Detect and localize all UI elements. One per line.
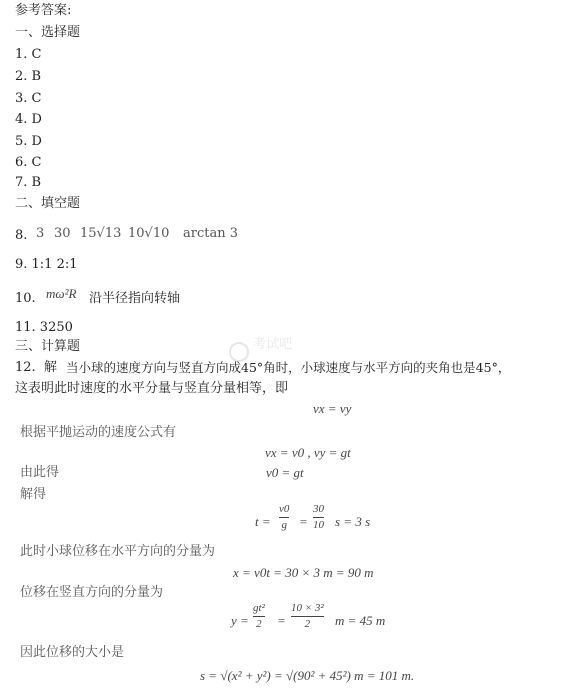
equation-time-equals: =	[299, 514, 308, 529]
equation-y-lhs: y =	[231, 613, 249, 628]
equation-time-denominator-1: g	[281, 519, 287, 531]
fill-q9-answer: 9. 1:1 2:1	[15, 257, 78, 272]
fill-q10-number: 10.	[15, 291, 36, 306]
fill-q10-direction: 沿半径指向转轴	[89, 291, 181, 306]
section-choice-title: 一、选择题	[15, 25, 81, 40]
fraction-bar	[291, 616, 324, 617]
text-velocity-formula: 根据平抛运动的速度公式有	[20, 425, 177, 440]
calc-q12-line2: 这表明此时速度的水平分量与竖直分量相等，即	[15, 381, 289, 396]
choice-answer-7: 7. B	[15, 175, 42, 190]
text-horizontal-displacement: 此时小球位移在水平方向的分量为	[20, 544, 216, 559]
fill-q8-answer-5: arctan 3	[183, 226, 238, 241]
equation-time-fraction-2	[313, 503, 324, 532]
choice-answer-6: 6. C	[15, 155, 42, 170]
fill-q8-answer-1: 3	[36, 226, 45, 241]
fraction-bar	[313, 517, 324, 518]
choice-answer-5: 5. D	[15, 134, 42, 149]
calc-q12-line1: 当小球的速度方向与竖直方向成45°角时，小球速度与水平方向的夹角也是45°，	[66, 360, 511, 375]
text-vertical-displacement: 位移在竖直方向的分量为	[20, 585, 164, 600]
watermark-logo	[225, 332, 315, 366]
text-displacement-magnitude: 因此位移的大小是	[20, 645, 125, 660]
equation-y-fraction-2	[291, 602, 324, 631]
answer-heading: 参考答案:	[15, 3, 72, 18]
equation-displacement-magnitude: s = √(x² + y²) = √(90² + 45²) m = 101 m.	[200, 668, 415, 683]
watermark-logo-graphic	[225, 332, 315, 366]
calc-q12-number: 12.	[15, 360, 36, 375]
text-solve: 解得	[20, 487, 47, 502]
equation-y-equals: =	[277, 613, 286, 628]
text-thus: 由此得	[20, 465, 60, 480]
choice-answer-4: 4. D	[15, 112, 42, 127]
fill-q11-answer: 11. 3250	[15, 320, 73, 335]
fraction-bar	[279, 517, 289, 518]
fill-q8-answer-3: 15√13	[80, 226, 122, 241]
choice-answer-1: 1. C	[15, 47, 42, 62]
fill-q10-expression: mω²R	[46, 286, 77, 301]
equation-time	[255, 503, 385, 539]
equation-y-fraction-1	[253, 602, 265, 631]
equation-time-numerator-1: v0	[279, 503, 290, 515]
equation-time-fraction-1	[279, 503, 289, 532]
equation-y-denominator-2: 2	[304, 618, 311, 630]
choice-answer-2: 2. B	[15, 69, 42, 84]
equation-v0-equals-gt: v0 = gt	[266, 465, 304, 480]
equation-y-denominator-1: 2	[256, 618, 262, 630]
equation-y-numerator-1: gt²	[253, 602, 265, 614]
equation-time-lhs: t =	[255, 514, 271, 529]
equation-time-denominator-2: 10	[313, 519, 324, 531]
equation-vertical-displacement	[231, 602, 391, 638]
watermark-text: 考试吧	[253, 337, 293, 352]
section-fill-title: 二、填空题	[15, 196, 81, 211]
fill-q8-answer-2: 30	[54, 226, 71, 241]
equation-time-rhs: s = 3 s	[335, 514, 371, 529]
equation-horizontal-displacement: x = v0t = 30 × 3 m = 90 m	[233, 565, 374, 580]
equation-y-rhs: m = 45 m	[335, 613, 386, 628]
equation-time-numerator-2: 30	[313, 503, 324, 515]
equation-velocity-components: vx = v0 , vy = gt	[265, 445, 351, 460]
fraction-bar	[253, 616, 265, 617]
calc-q12-solution-mark: 解	[44, 360, 58, 375]
fill-q8-number: 8.	[15, 228, 28, 243]
fill-q8-answer-4: 10√10	[128, 226, 170, 241]
choice-answer-3: 3. C	[15, 91, 42, 106]
section-calc-title: 三、计算题	[15, 339, 81, 354]
equation-y-numerator-2: 10 × 3²	[291, 602, 324, 614]
equation-vx-equals-vy: vx = vy	[313, 401, 352, 416]
